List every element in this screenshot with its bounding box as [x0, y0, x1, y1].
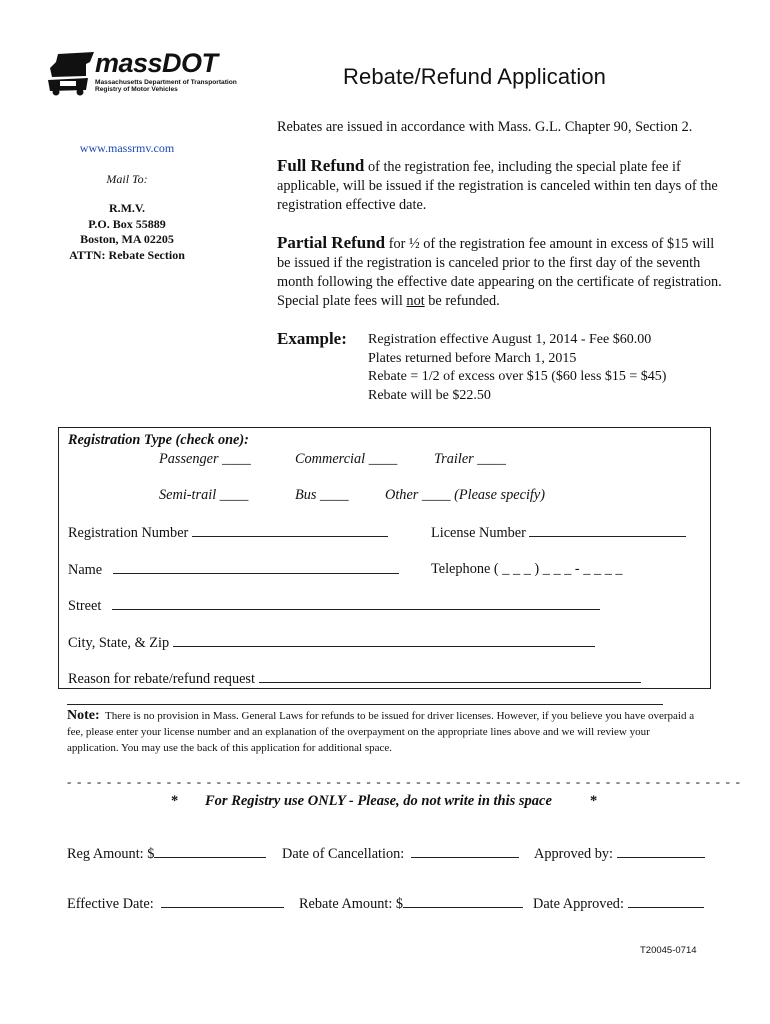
- cancellation-date-label: Date of Cancellation:: [282, 846, 405, 862]
- note-label: Note:: [67, 708, 100, 723]
- example-line: Rebate = 1/2 of excess over $15 ($60 less $15 = $45): [368, 369, 667, 384]
- effective-date-line[interactable]: [161, 895, 284, 908]
- note-text: There is no provision in Mass. General Laws for refunds to be issued for driver licenses. However, if you believe you have overpaid a fee, please enter your license number and an explanation of the overpayment on the appropriate lines above and we will review your application. You may use the back of this application for additional space.: [67, 710, 695, 754]
- partial-refund-text-end: be refunded.: [424, 293, 500, 309]
- full-refund-paragraph: [277, 156, 727, 215]
- rebate-amount-field[interactable]: [299, 895, 523, 913]
- approved-by-field[interactable]: [534, 845, 705, 863]
- cancellation-date-line[interactable]: [411, 845, 519, 858]
- logo-registry-line: Registry of Motor Vehicles: [95, 86, 178, 93]
- reason-label: Reason for rebate/refund request: [68, 671, 255, 687]
- logo-wordmark: massDOT: [95, 48, 218, 78]
- registration-number-line[interactable]: [192, 524, 388, 537]
- type-other-option[interactable]: Other ____ (Please specify): [385, 487, 545, 503]
- reason-continuation-line[interactable]: [67, 704, 663, 705]
- partial-refund-not: not: [406, 293, 425, 309]
- full-refund-heading: Full Refund: [277, 156, 365, 175]
- address-line: Boston, MA 02205: [80, 232, 174, 246]
- license-number-line[interactable]: [529, 524, 686, 537]
- effective-date-label: Effective Date:: [67, 896, 154, 912]
- intro-text: Rebates are issued in accordance with Mass. G.L. Chapter 90, Section 2.: [277, 119, 693, 135]
- registration-number-label: Registration Number: [68, 525, 189, 541]
- type-commercial-option[interactable]: Commercial ____: [295, 451, 398, 467]
- reg-amount-line[interactable]: [154, 845, 266, 858]
- partial-refund-text: for ½ of the registration fee amount in excess of $15 will be issued if the registration is canceled prior to the first day of the seventh month following the effective date appearing on the certificate of registration. Special plate fees will: [277, 236, 722, 309]
- address-line: R.M.V.: [108, 201, 146, 215]
- date-approved-field[interactable]: [533, 895, 704, 913]
- street-line[interactable]: [112, 597, 600, 610]
- approved-by-line[interactable]: [617, 845, 705, 858]
- type-semi-trail-option[interactable]: Semi-trail ____: [159, 487, 249, 503]
- street-label: Street: [68, 598, 102, 614]
- note-paragraph: [67, 708, 703, 756]
- partial-refund-paragraph: [277, 233, 727, 311]
- type-trailer-option[interactable]: Trailer ____: [434, 451, 506, 467]
- effective-date-field[interactable]: [67, 895, 284, 913]
- address-line: ATTN: Rebate Section: [69, 247, 185, 262]
- rebate-amount-line[interactable]: [403, 895, 523, 908]
- registration-type-label: Registration Type (check one):: [68, 432, 249, 448]
- example-lines: [368, 331, 666, 405]
- street-field[interactable]: [68, 597, 600, 615]
- star-right: *: [590, 793, 598, 809]
- registration-number-field[interactable]: [68, 524, 388, 542]
- reason-line[interactable]: [259, 670, 641, 683]
- reg-amount-label: Reg Amount: $: [67, 846, 155, 862]
- type-bus-option[interactable]: Bus ____: [295, 487, 349, 503]
- partial-refund-heading: Partial Refund: [277, 233, 386, 252]
- address-line: P.O. Box 55889: [88, 216, 166, 231]
- approved-by-label: Approved by:: [534, 846, 614, 862]
- example-line: Rebate will be $22.50: [368, 387, 491, 403]
- city-state-zip-label: City, State, & Zip: [68, 635, 170, 651]
- date-approved-line[interactable]: [628, 895, 704, 908]
- logo-department-line: Massachusetts Department of Transportation: [95, 79, 237, 86]
- name-line[interactable]: [113, 561, 399, 574]
- website-link[interactable]: www.massrmv.com: [79, 141, 175, 155]
- page-title: Rebate/Refund Application: [343, 64, 607, 89]
- name-label: Name: [68, 562, 103, 578]
- name-field[interactable]: [68, 561, 399, 579]
- dashed-separator: - - - - - - - - - - - - - - - - - - - - - - - - - - - - - - - - - - - - - - - - - - - - - - - - - - - - - - - - - - - - - - - - - - - -: [67, 774, 742, 789]
- mailing-address: [52, 201, 202, 263]
- cancellation-date-field[interactable]: [282, 845, 519, 863]
- example-label: Example:: [277, 329, 347, 348]
- license-number-field[interactable]: [431, 524, 686, 542]
- city-state-zip-line[interactable]: [173, 634, 595, 647]
- star-left: *: [171, 793, 179, 809]
- rebate-amount-label: Rebate Amount: $: [299, 896, 404, 912]
- reg-amount-field[interactable]: [67, 845, 266, 863]
- example-line: Plates returned before March 1, 2015: [368, 350, 577, 366]
- massdot-logo: [46, 48, 237, 96]
- full-refund-text: of the registration fee, including the special plate fee if applicable, will be issued if the registration is canceled within ten days of the registration effective date.: [277, 159, 718, 213]
- form-code: T20045-0714: [640, 945, 697, 956]
- telephone-field[interactable]: Telephone ( _ _ _ ) _ _ _ - _ _ _ _: [431, 561, 623, 577]
- reason-field[interactable]: [68, 670, 641, 688]
- vehicle-logo-icon: [46, 50, 96, 96]
- type-passenger-option[interactable]: Passenger ____: [159, 451, 251, 467]
- example-line: Registration effective August 1, 2014 - Fee $60.00: [368, 332, 652, 347]
- mail-to-label: Mail To:: [106, 172, 148, 186]
- registry-use-notice: For Registry use ONLY - Please, do not write in this space: [205, 793, 552, 809]
- date-approved-label: Date Approved:: [533, 896, 624, 912]
- city-state-zip-field[interactable]: [68, 634, 595, 652]
- license-number-label: License Number: [431, 525, 526, 541]
- registration-form-box: [58, 427, 711, 689]
